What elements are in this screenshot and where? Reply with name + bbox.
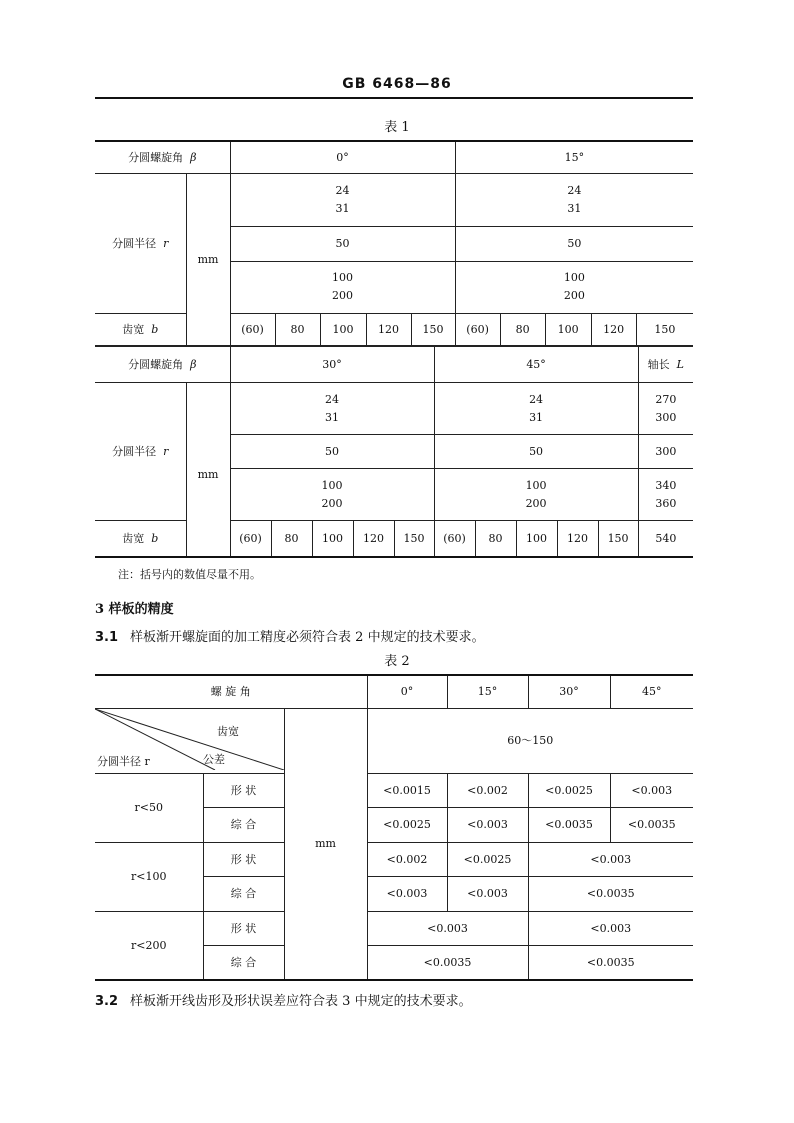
tol-cell: <0.003 bbox=[528, 842, 693, 876]
helix-angle-header: 螺 旋 角 bbox=[95, 675, 367, 708]
radius-group-2: 50 bbox=[230, 226, 455, 261]
width-cell: 120 bbox=[366, 313, 411, 345]
tol-cell: <0.0035 bbox=[528, 807, 610, 842]
diag-width-label: 齿宽 bbox=[217, 724, 239, 738]
angle-45: 45° bbox=[434, 347, 638, 383]
radius-group-3: 100 200 bbox=[230, 261, 455, 313]
table-2 bbox=[95, 674, 693, 981]
width-cell: 80 bbox=[275, 313, 320, 345]
table-1 bbox=[95, 140, 693, 346]
helix-angle-label: 分圆螺旋角 β bbox=[95, 347, 230, 383]
diagonal-header-cell bbox=[95, 708, 284, 773]
radius-r200: r<200 bbox=[95, 911, 203, 980]
tol-cell: <0.0015 bbox=[367, 773, 447, 807]
tol-cell: <0.003 bbox=[447, 876, 528, 911]
tol-cell: <0.0035 bbox=[528, 876, 693, 911]
kind-shape: 形 状 bbox=[203, 842, 284, 876]
radius-group-3b: 100 200 bbox=[434, 469, 638, 521]
width-cell: 80 bbox=[500, 313, 545, 345]
width-range: 60～150 bbox=[367, 708, 693, 773]
radius-r50: r<50 bbox=[95, 773, 203, 842]
kind-combined: 综 合 bbox=[203, 945, 284, 980]
table2-caption: 表 2 bbox=[384, 654, 410, 669]
tol-cell: <0.003 bbox=[447, 807, 528, 842]
table-note: 注：括号内的数值尽量不用。 bbox=[118, 568, 261, 581]
width-axis-cell: 540 bbox=[638, 521, 693, 557]
angle-30: 30° bbox=[230, 347, 434, 383]
width-label: 齿宽 b bbox=[95, 521, 186, 557]
axis-group-1: 270 300 bbox=[638, 383, 693, 435]
width-cell: 100 bbox=[320, 313, 366, 345]
table-1-continued bbox=[95, 346, 693, 558]
width-cell: 80 bbox=[475, 521, 516, 557]
kind-combined: 综 合 bbox=[203, 876, 284, 911]
angle-15: 15° bbox=[447, 675, 528, 708]
tol-cell: <0.002 bbox=[447, 773, 528, 807]
tol-cell: <0.0035 bbox=[610, 807, 693, 842]
width-cell: 150 bbox=[411, 313, 455, 345]
width-cell: (60) bbox=[455, 313, 500, 345]
section-3-title: 3 样板的精度 bbox=[95, 602, 174, 617]
helix-angle-label: 分圆螺旋角 β bbox=[95, 141, 230, 173]
header-rule bbox=[95, 97, 693, 99]
tol-cell: <0.003 bbox=[367, 876, 447, 911]
kind-shape: 形 状 bbox=[203, 773, 284, 807]
width-cell: (60) bbox=[230, 313, 275, 345]
diag-radius-label: 分圆半径 r bbox=[97, 754, 150, 768]
unit-mm: mm bbox=[186, 383, 230, 557]
diag-tolerance-label: 公差 bbox=[203, 752, 225, 766]
paragraph-3-2: 3.2 样板渐开线齿形及形状误差应符合表 3 中规定的技术要求。 bbox=[95, 994, 472, 1009]
axis-group-3: 340 360 bbox=[638, 469, 693, 521]
radius-label: 分圆半径 r bbox=[95, 383, 186, 521]
tol-cell: <0.003 bbox=[367, 911, 528, 945]
width-cell: 150 bbox=[598, 521, 638, 557]
tol-cell: <0.003 bbox=[528, 911, 693, 945]
kind-combined: 综 合 bbox=[203, 807, 284, 842]
width-cell: 120 bbox=[557, 521, 598, 557]
width-cell: 120 bbox=[591, 313, 636, 345]
kind-shape: 形 状 bbox=[203, 911, 284, 945]
axis-group-2: 300 bbox=[638, 435, 693, 469]
radius-group-2: 50 bbox=[230, 435, 434, 469]
tol-cell: <0.0035 bbox=[528, 945, 693, 980]
width-cell: (60) bbox=[230, 521, 271, 557]
width-cell: 100 bbox=[312, 521, 353, 557]
width-cell: 150 bbox=[636, 313, 693, 345]
tol-cell: <0.0025 bbox=[367, 807, 447, 842]
radius-group-1: 24 31 bbox=[230, 173, 455, 226]
width-cell: 80 bbox=[271, 521, 312, 557]
angle-0: 0° bbox=[367, 675, 447, 708]
angle-45: 45° bbox=[610, 675, 693, 708]
unit-mm: mm bbox=[284, 708, 367, 980]
paragraph-3-1: 3.1 样板渐开螺旋面的加工精度必须符合表 2 中规定的技术要求。 bbox=[95, 630, 485, 645]
angle-0: 0° bbox=[230, 141, 455, 173]
radius-group-1: 24 31 bbox=[230, 383, 434, 435]
width-cell: 100 bbox=[545, 313, 591, 345]
unit-mm: mm bbox=[186, 173, 230, 345]
table1-caption: 表 1 bbox=[384, 120, 410, 135]
width-cell: 100 bbox=[516, 521, 557, 557]
angle-30: 30° bbox=[528, 675, 610, 708]
axis-length-label: 轴长 L bbox=[638, 347, 693, 383]
standard-header: GB 6468—86 bbox=[342, 76, 452, 92]
tol-cell: <0.003 bbox=[610, 773, 693, 807]
tol-cell: <0.002 bbox=[367, 842, 447, 876]
radius-group-2b: 50 bbox=[455, 226, 693, 261]
radius-group-3: 100 200 bbox=[230, 469, 434, 521]
radius-group-2b: 50 bbox=[434, 435, 638, 469]
tol-cell: <0.0035 bbox=[367, 945, 528, 980]
width-cell: (60) bbox=[434, 521, 475, 557]
radius-r100: r<100 bbox=[95, 842, 203, 911]
width-cell: 120 bbox=[353, 521, 394, 557]
radius-group-3b: 100 200 bbox=[455, 261, 693, 313]
tol-cell: <0.0025 bbox=[447, 842, 528, 876]
radius-label: 分圆半径 r bbox=[95, 173, 186, 313]
angle-15: 15° bbox=[455, 141, 693, 173]
tol-cell: <0.0025 bbox=[528, 773, 610, 807]
width-label: 齿宽 b bbox=[95, 313, 186, 345]
radius-group-1b: 24 31 bbox=[455, 173, 693, 226]
radius-group-1b: 24 31 bbox=[434, 383, 638, 435]
width-cell: 150 bbox=[394, 521, 434, 557]
